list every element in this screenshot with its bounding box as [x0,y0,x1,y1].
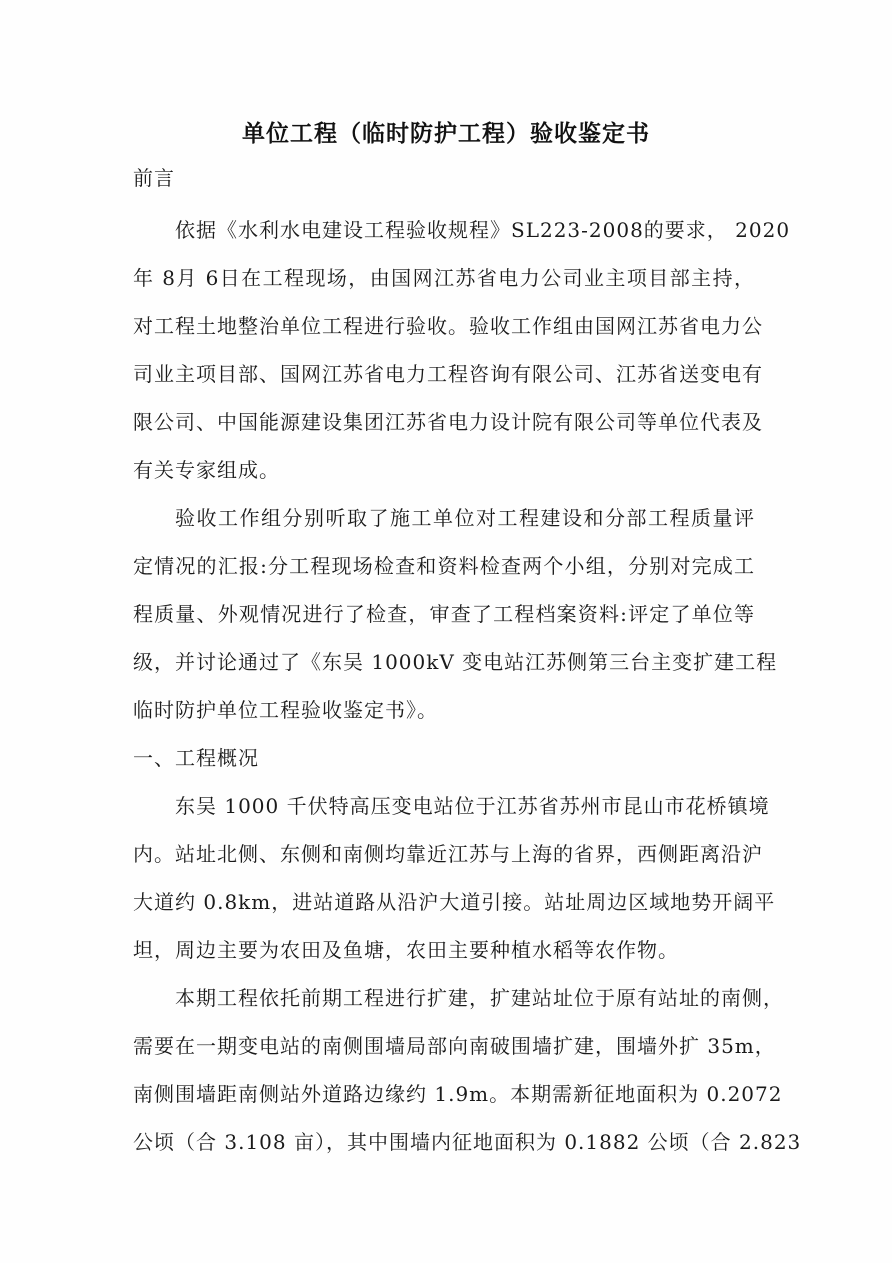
paragraph1-line: 年 8月 6日在工程现场，由国网江苏省电力公司业主项目部主持， [133,266,755,290]
paragraph4-line: 本期工程依托前期工程进行扩建，扩建站址位于原有站址的南侧， [175,986,784,1010]
paragraph4-line: 南侧围墙距南侧站外道路边缘约 1.9m。本期需新征地面积为 0.2072 [133,1082,783,1106]
paragraph2-line: 程质量、外观情况进行了检查，审查了工程档案资料:评定了单位等 [133,602,755,626]
paragraph4-line: 公顷（合 3.108 亩），其中围墙内征地面积为 0.1882 公顷（合 2.823 [133,1130,802,1154]
paragraph1-line: 有关专家组成。 [133,458,280,482]
paragraph2-line: 定情况的汇报:分工程现场检查和资料检查两个小组，分别对完成工 [133,554,755,578]
section1-heading: 一、工程概况 [133,746,259,770]
paragraph1-line: 司业主项目部、国网江苏省电力工程咨询有限公司、江苏省送变电有 [133,362,763,386]
paragraph3-line: 大道约 0.8km，进站道路从沿沪大道引接。站址周边区域地势开阔平 [133,890,776,914]
paragraph1-line: 依据《水利水电建设工程验收规程》SL223-2008的要求， 2020 [175,218,791,242]
paragraph3-line: 内。站址北侧、东侧和南侧均靠近江苏与上海的省界，西侧距离沿沪 [133,842,763,866]
paragraph2-line: 级，并讨论通过了《东吴 1000kV 变电站江苏侧第三台主变扩建工程 [133,650,778,674]
paragraph3-line: 坦，周边主要为农田及鱼塘，农田主要种植水稻等农作物。 [133,938,679,962]
preface-heading: 前言 [133,166,175,190]
paragraph2-line: 临时防护单位工程验收鉴定书》。 [133,698,438,722]
paragraph1-line: 对工程土地整治单位工程进行验收。验收工作组由国网江苏省电力公 [133,314,763,338]
document-title: 单位工程（临时防护工程）验收鉴定书 [242,121,650,147]
paragraph3-line: 东吴 1000 千伏特高压变电站位于江苏省苏州市昆山市花桥镇境 [175,794,770,818]
paragraph2-line: 验收工作组分别听取了施工单位对工程建设和分部工程质量评 [175,506,755,530]
paragraph4-line: 需要在一期变电站的南侧围墙局部向南破围墙扩建，围墙外扩 35m， [133,1034,776,1058]
paragraph1-line: 限公司、中国能源建设集团江苏省电力设计院有限公司等单位代表及 [133,410,763,434]
